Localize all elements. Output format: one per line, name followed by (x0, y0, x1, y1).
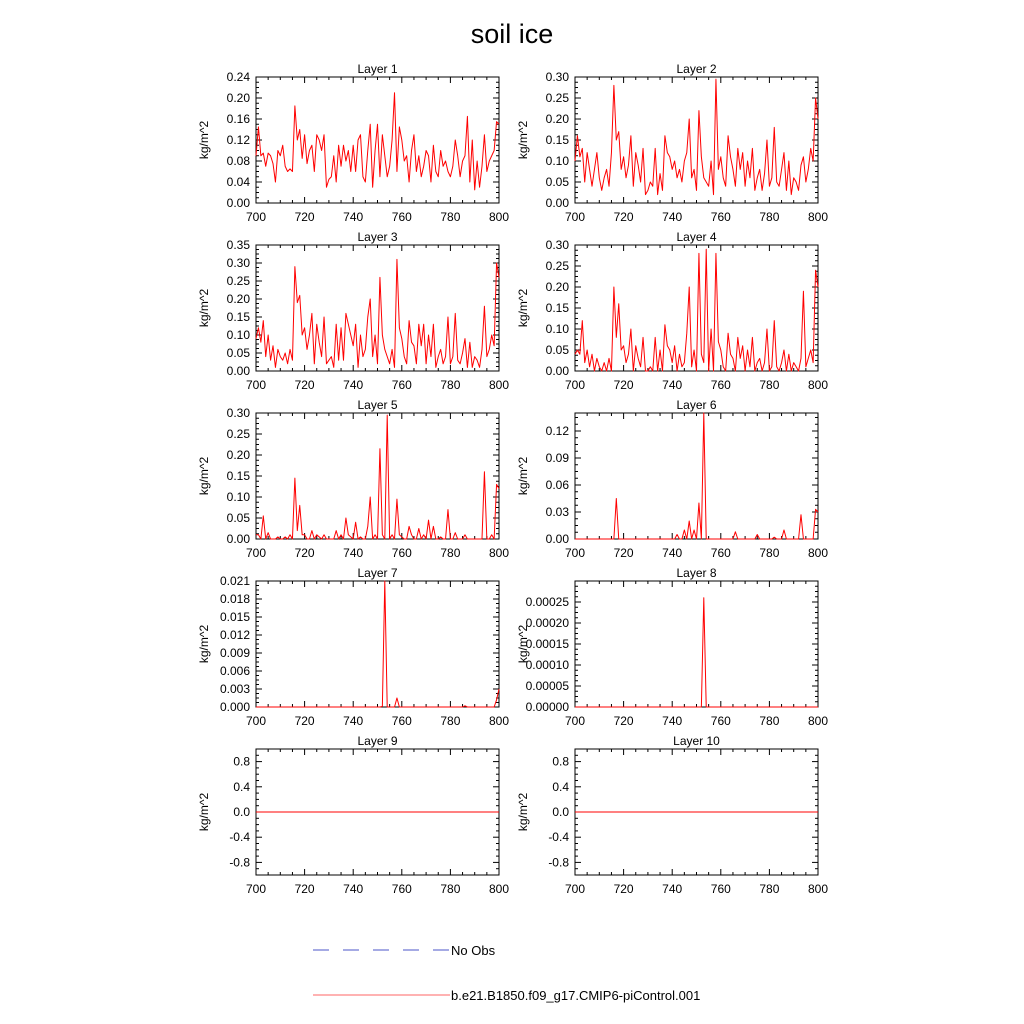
layer-10-ytick-label: -0.8 (548, 855, 569, 870)
layer-8-xtick-label: 720 (613, 714, 634, 728)
layer-10-xtick-label: 780 (759, 882, 780, 896)
layer-3-ytick-label: 0.05 (226, 346, 250, 360)
layer-4-ytick-label: 0.30 (545, 238, 569, 252)
layer-8-ytick-label: 0.00025 (525, 595, 569, 609)
layer-7-xtick-label: 780 (440, 714, 461, 728)
layer-10-xtick-label: 720 (613, 882, 634, 896)
layer-10-xtick-label: 740 (662, 882, 683, 896)
layer-4-xtick-label: 700 (564, 378, 586, 392)
layer-10-title: Layer 10 (673, 734, 720, 748)
layer-2-title: Layer 2 (676, 62, 717, 76)
layer-3-ylabel: kg/m^2 (197, 288, 211, 328)
layer-7-series-line (256, 581, 499, 707)
layer-10-ylabel: kg/m^2 (516, 792, 530, 832)
layer-8-frame (575, 581, 818, 707)
layer-1-title: Layer 1 (357, 62, 398, 76)
layer-2-xtick-label: 760 (710, 210, 731, 224)
layer-8-ytick-label: 0.00010 (525, 658, 569, 672)
layer-8-ytick-label: 0.00015 (525, 637, 569, 651)
layer-5-ytick-label: 0.20 (226, 448, 250, 462)
layer-9-xtick-label: 700 (245, 882, 267, 896)
layer-1-series-line (256, 93, 499, 190)
layer-2-xtick-label: 720 (613, 210, 634, 224)
layer-2-ytick-label: 0.05 (545, 175, 569, 189)
layer-1-xtick-label: 780 (440, 210, 461, 224)
layer-2-series-line (575, 79, 818, 195)
layer-4-panel (516, 230, 828, 392)
layer-10-panel (516, 734, 828, 896)
layer-7-panel (197, 566, 509, 728)
figure-title: soil ice (470, 19, 554, 49)
layer-8-xtick-label: 760 (710, 714, 731, 728)
layer-1-xtick-label: 700 (245, 210, 267, 224)
layer-10-ytick-label: -0.4 (548, 830, 569, 845)
layer-5-ytick-label: 0.15 (226, 469, 250, 483)
layer-6-series-line (575, 413, 818, 539)
layer-2-xtick-label: 700 (564, 210, 586, 224)
layer-2-ytick-label: 0.25 (545, 91, 569, 105)
layer-7-xtick-label: 720 (294, 714, 315, 728)
layer-9-panel (197, 734, 509, 896)
layer-5-ytick-label: 0.30 (226, 406, 250, 420)
layer-6-xtick-label: 800 (807, 546, 829, 560)
layer-1-ytick-label: 0.12 (226, 133, 250, 147)
layer-5-xtick-label: 740 (343, 546, 364, 560)
legend-item-no-obs (313, 943, 496, 958)
layer-6-title: Layer 6 (676, 398, 717, 412)
layer-5-xtick-label: 800 (488, 546, 510, 560)
layer-1-ytick-label: 0.08 (226, 154, 250, 168)
layer-8-ytick-label: 0.00020 (525, 616, 569, 630)
layer-5-ylabel: kg/m^2 (197, 456, 211, 496)
layer-6-xtick-label: 740 (662, 546, 683, 560)
layer-5-ytick-label: 0.10 (226, 490, 250, 504)
layer-7-ytick-label: 0.021 (219, 574, 250, 588)
layer-9-xtick-label: 800 (488, 882, 510, 896)
layer-2-ytick-label: 0.00 (545, 196, 569, 210)
layer-6-ytick-label: 0.00 (545, 532, 569, 546)
layer-7-ytick-label: 0.012 (219, 628, 250, 642)
layer-10-ytick-label: 0.4 (552, 779, 569, 794)
layer-2-ytick-label: 0.10 (545, 154, 569, 168)
layer-7-ytick-label: 0.000 (219, 700, 250, 714)
layer-4-ytick-label: 0.00 (545, 364, 569, 378)
legend-label-no-obs: No Obs (451, 943, 496, 958)
layer-9-title: Layer 9 (357, 734, 398, 748)
layer-8-xtick-label: 800 (807, 714, 829, 728)
layer-1-ytick-label: 0.00 (226, 196, 250, 210)
layer-7-ytick-label: 0.015 (219, 610, 250, 624)
layer-6-xtick-label: 720 (613, 546, 634, 560)
layer-8-ytick-label: 0.00000 (525, 700, 569, 714)
layer-5-title: Layer 5 (357, 398, 398, 412)
layer-10-ytick-label: 0.8 (552, 754, 569, 769)
layer-3-series-line (256, 259, 499, 367)
layer-3-ytick-label: 0.25 (226, 274, 250, 288)
layer-6-frame (575, 413, 818, 539)
legend-item-model (313, 988, 700, 1003)
layer-10-xtick-label: 800 (807, 882, 829, 896)
layer-6-ylabel: kg/m^2 (516, 456, 530, 496)
layer-4-ytick-label: 0.25 (545, 259, 569, 273)
layer-3-ytick-label: 0.35 (226, 238, 250, 252)
layer-3-title: Layer 3 (357, 230, 398, 244)
layer-6-xtick-label: 780 (759, 546, 780, 560)
layer-8-series-line (575, 598, 818, 707)
layer-8-title: Layer 8 (676, 566, 717, 580)
layer-9-xtick-label: 720 (294, 882, 315, 896)
layer-2-ytick-label: 0.30 (545, 70, 569, 84)
layer-6-ytick-label: 0.06 (545, 478, 569, 492)
layer-1-ylabel: kg/m^2 (197, 120, 211, 160)
layer-7-ytick-label: 0.009 (219, 646, 250, 660)
layer-1-ytick-label: 0.24 (226, 70, 250, 84)
layer-7-title: Layer 7 (357, 566, 398, 580)
layer-1-ytick-label: 0.16 (226, 112, 250, 126)
layer-9-xtick-label: 780 (440, 882, 461, 896)
layer-6-ytick-label: 0.03 (545, 505, 569, 519)
layer-3-ytick-label: 0.15 (226, 310, 250, 324)
layer-6-ytick-label: 0.09 (545, 451, 569, 465)
layer-5-panel (197, 398, 509, 560)
layer-10-xtick-label: 760 (710, 882, 731, 896)
layer-3-xtick-label: 700 (245, 378, 267, 392)
layer-1-ytick-label: 0.04 (226, 175, 250, 189)
layer-7-ytick-label: 0.003 (219, 682, 250, 696)
layer-5-ytick-label: 0.05 (226, 511, 250, 525)
layer-6-panel (516, 398, 828, 560)
layer-3-xtick-label: 760 (391, 378, 412, 392)
layer-7-xtick-label: 800 (488, 714, 510, 728)
layer-7-xtick-label: 740 (343, 714, 364, 728)
layer-2-panel (516, 62, 828, 224)
layer-6-xtick-label: 760 (710, 546, 731, 560)
layer-2-ytick-label: 0.20 (545, 112, 569, 126)
layer-1-frame (256, 77, 499, 203)
layer-4-xtick-label: 720 (613, 378, 634, 392)
layer-4-ytick-label: 0.05 (545, 343, 569, 357)
layer-10-ytick-label: 0.0 (552, 805, 569, 819)
layer-10-xtick-label: 700 (564, 882, 586, 896)
layer-7-ytick-label: 0.006 (219, 664, 250, 678)
layer-9-xtick-label: 760 (391, 882, 412, 896)
layer-4-ytick-label: 0.10 (545, 322, 569, 336)
legend-label-model: b.e21.B1850.f09_g17.CMIP6-piControl.001 (451, 988, 701, 1003)
layer-5-xtick-label: 760 (391, 546, 412, 560)
layer-3-xtick-label: 720 (294, 378, 315, 392)
layer-3-xtick-label: 800 (488, 378, 510, 392)
layer-3-ytick-label: 0.10 (226, 328, 250, 342)
layer-3-panel (197, 230, 509, 392)
layer-4-series-line (575, 249, 818, 371)
layer-4-title: Layer 4 (676, 230, 717, 244)
layer-9-ytick-label: 0.0 (233, 805, 250, 819)
layer-1-xtick-label: 740 (343, 210, 364, 224)
legend (313, 943, 700, 1003)
layer-8-panel (516, 566, 828, 728)
layer-2-ytick-label: 0.15 (545, 133, 569, 147)
layer-5-xtick-label: 780 (440, 546, 461, 560)
layer-4-ytick-label: 0.20 (545, 280, 569, 294)
layer-3-xtick-label: 780 (440, 378, 461, 392)
layer-1-xtick-label: 800 (488, 210, 510, 224)
layer-2-xtick-label: 780 (759, 210, 780, 224)
layer-5-frame (256, 413, 499, 539)
layer-1-xtick-label: 760 (391, 210, 412, 224)
layer-8-xtick-label: 700 (564, 714, 586, 728)
panel-grid (197, 62, 828, 896)
layer-9-ytick-label: 0.8 (233, 754, 250, 769)
layer-4-xtick-label: 800 (807, 378, 829, 392)
layer-7-frame (256, 581, 499, 707)
layer-4-xtick-label: 780 (759, 378, 780, 392)
layer-3-ytick-label: 0.00 (226, 364, 250, 378)
layer-3-ytick-label: 0.30 (226, 256, 250, 270)
layer-6-xtick-label: 700 (564, 546, 586, 560)
layer-3-ytick-label: 0.20 (226, 292, 250, 306)
layer-4-ytick-label: 0.15 (545, 301, 569, 315)
layer-4-ylabel: kg/m^2 (516, 288, 530, 328)
layer-5-xtick-label: 720 (294, 546, 315, 560)
layer-8-ytick-label: 0.00005 (525, 679, 569, 693)
layer-1-panel (197, 62, 509, 224)
layer-7-ytick-label: 0.018 (219, 592, 250, 606)
layer-1-ytick-label: 0.20 (226, 91, 250, 105)
layer-1-xtick-label: 720 (294, 210, 315, 224)
layer-9-xtick-label: 740 (343, 882, 364, 896)
layer-8-xtick-label: 780 (759, 714, 780, 728)
layer-9-ytick-label: 0.4 (233, 779, 250, 794)
layer-3-xtick-label: 740 (343, 378, 364, 392)
layer-8-xtick-label: 740 (662, 714, 683, 728)
layer-5-ytick-label: 0.00 (226, 532, 250, 546)
layer-2-ylabel: kg/m^2 (516, 120, 530, 160)
layer-7-ylabel: kg/m^2 (197, 624, 211, 664)
layer-8-ylabel: kg/m^2 (516, 624, 530, 664)
layer-5-ytick-label: 0.25 (226, 427, 250, 441)
layer-7-xtick-label: 760 (391, 714, 412, 728)
layer-4-xtick-label: 760 (710, 378, 731, 392)
layer-2-xtick-label: 740 (662, 210, 683, 224)
layer-6-ytick-label: 0.12 (545, 424, 569, 438)
layer-2-xtick-label: 800 (807, 210, 829, 224)
layer-9-ytick-label: -0.8 (229, 855, 250, 870)
layer-5-xtick-label: 700 (245, 546, 267, 560)
layer-4-xtick-label: 740 (662, 378, 683, 392)
layer-7-xtick-label: 700 (245, 714, 267, 728)
layer-9-ylabel: kg/m^2 (197, 792, 211, 832)
layer-9-ytick-label: -0.4 (229, 830, 250, 845)
layer-5-series-line (256, 415, 499, 539)
